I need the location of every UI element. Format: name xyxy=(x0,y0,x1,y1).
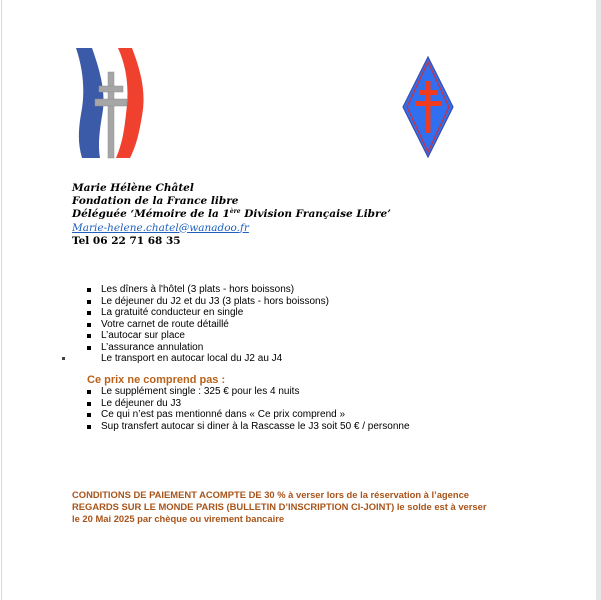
payment-conditions-line: le 20 Mai 2025 par chèque ou virement bancaire xyxy=(72,513,285,524)
list-item-text: Les dîners à l'hôtel (3 plats - hors boissons) xyxy=(101,284,295,295)
dfl-diamond-badge-icon xyxy=(402,56,454,158)
contact-role xyxy=(72,208,391,221)
bullet-icon xyxy=(87,413,91,417)
contact-email-link[interactable]: Marie-helene.chatel@wanadoo.fr xyxy=(72,221,249,234)
bullet-icon xyxy=(87,425,91,429)
contact-block xyxy=(72,182,391,248)
contact-tel: Tel 06 22 71 68 35 xyxy=(72,234,181,247)
payment-conditions xyxy=(72,489,532,525)
bullet-icon xyxy=(62,357,65,360)
contact-name: Marie Hélène Châtel xyxy=(72,182,194,194)
contact-role-suffix: Division Française Libre’ xyxy=(240,208,391,221)
bullet-icon xyxy=(87,346,91,350)
list-item-text: Le déjeuner du J2 et du J3 (3 plats - hors boissons) xyxy=(101,295,329,307)
list-item-text: Le déjeuner du J3 xyxy=(101,397,182,409)
payment-conditions-line: REGARDS SUR LE MONDE PARIS (BULLETIN D’INSCRIPTION CI-JOINT) le solde est à verser xyxy=(72,501,487,512)
contact-role-prefix: Déléguée ‘Mémoire de la 1 xyxy=(72,208,230,221)
list-item-transport xyxy=(62,353,362,365)
list-item-text: Votre carnet de route détaillé xyxy=(101,318,229,330)
bullet-icon xyxy=(87,334,91,338)
page-left-border xyxy=(1,0,2,600)
bullet-icon xyxy=(87,311,91,315)
payment-conditions-line: CONDITIONS DE PAIEMENT ACOMPTE DE 30 % à verser lors de la réservation à l’agence xyxy=(72,489,469,500)
bullet-icon xyxy=(87,323,91,327)
list-item-text: L’autocar sur place xyxy=(101,330,185,342)
france-libre-flag-logo-icon xyxy=(72,46,152,160)
bullet-icon xyxy=(87,402,91,406)
list-item-text: Le supplément single : 325 € pour les 4 nuits xyxy=(101,386,300,397)
list-item-text: La gratuité conducteur en single xyxy=(101,307,244,319)
list-item-text: Le transport en autocar local du J2 au J4 xyxy=(101,353,283,364)
list-item-text: Sup transfert autocar si diner à la Rascasse le J3 soit 50 € / personne xyxy=(101,420,410,432)
bullet-icon xyxy=(87,300,91,304)
bullet-icon xyxy=(87,390,91,394)
bullet-icon xyxy=(87,288,91,292)
price-excludes-heading: Ce prix ne comprend pas : xyxy=(87,374,226,386)
page-right-scroll-gutter xyxy=(596,0,601,600)
list-item-text: Ce qui n’est pas mentionné dans « Ce prix comprend » xyxy=(101,409,346,421)
contact-role-sup: ère xyxy=(229,208,241,216)
contact-organization: Fondation de la France libre xyxy=(72,195,239,208)
list-item-text: L’assurance annulation xyxy=(101,341,204,353)
